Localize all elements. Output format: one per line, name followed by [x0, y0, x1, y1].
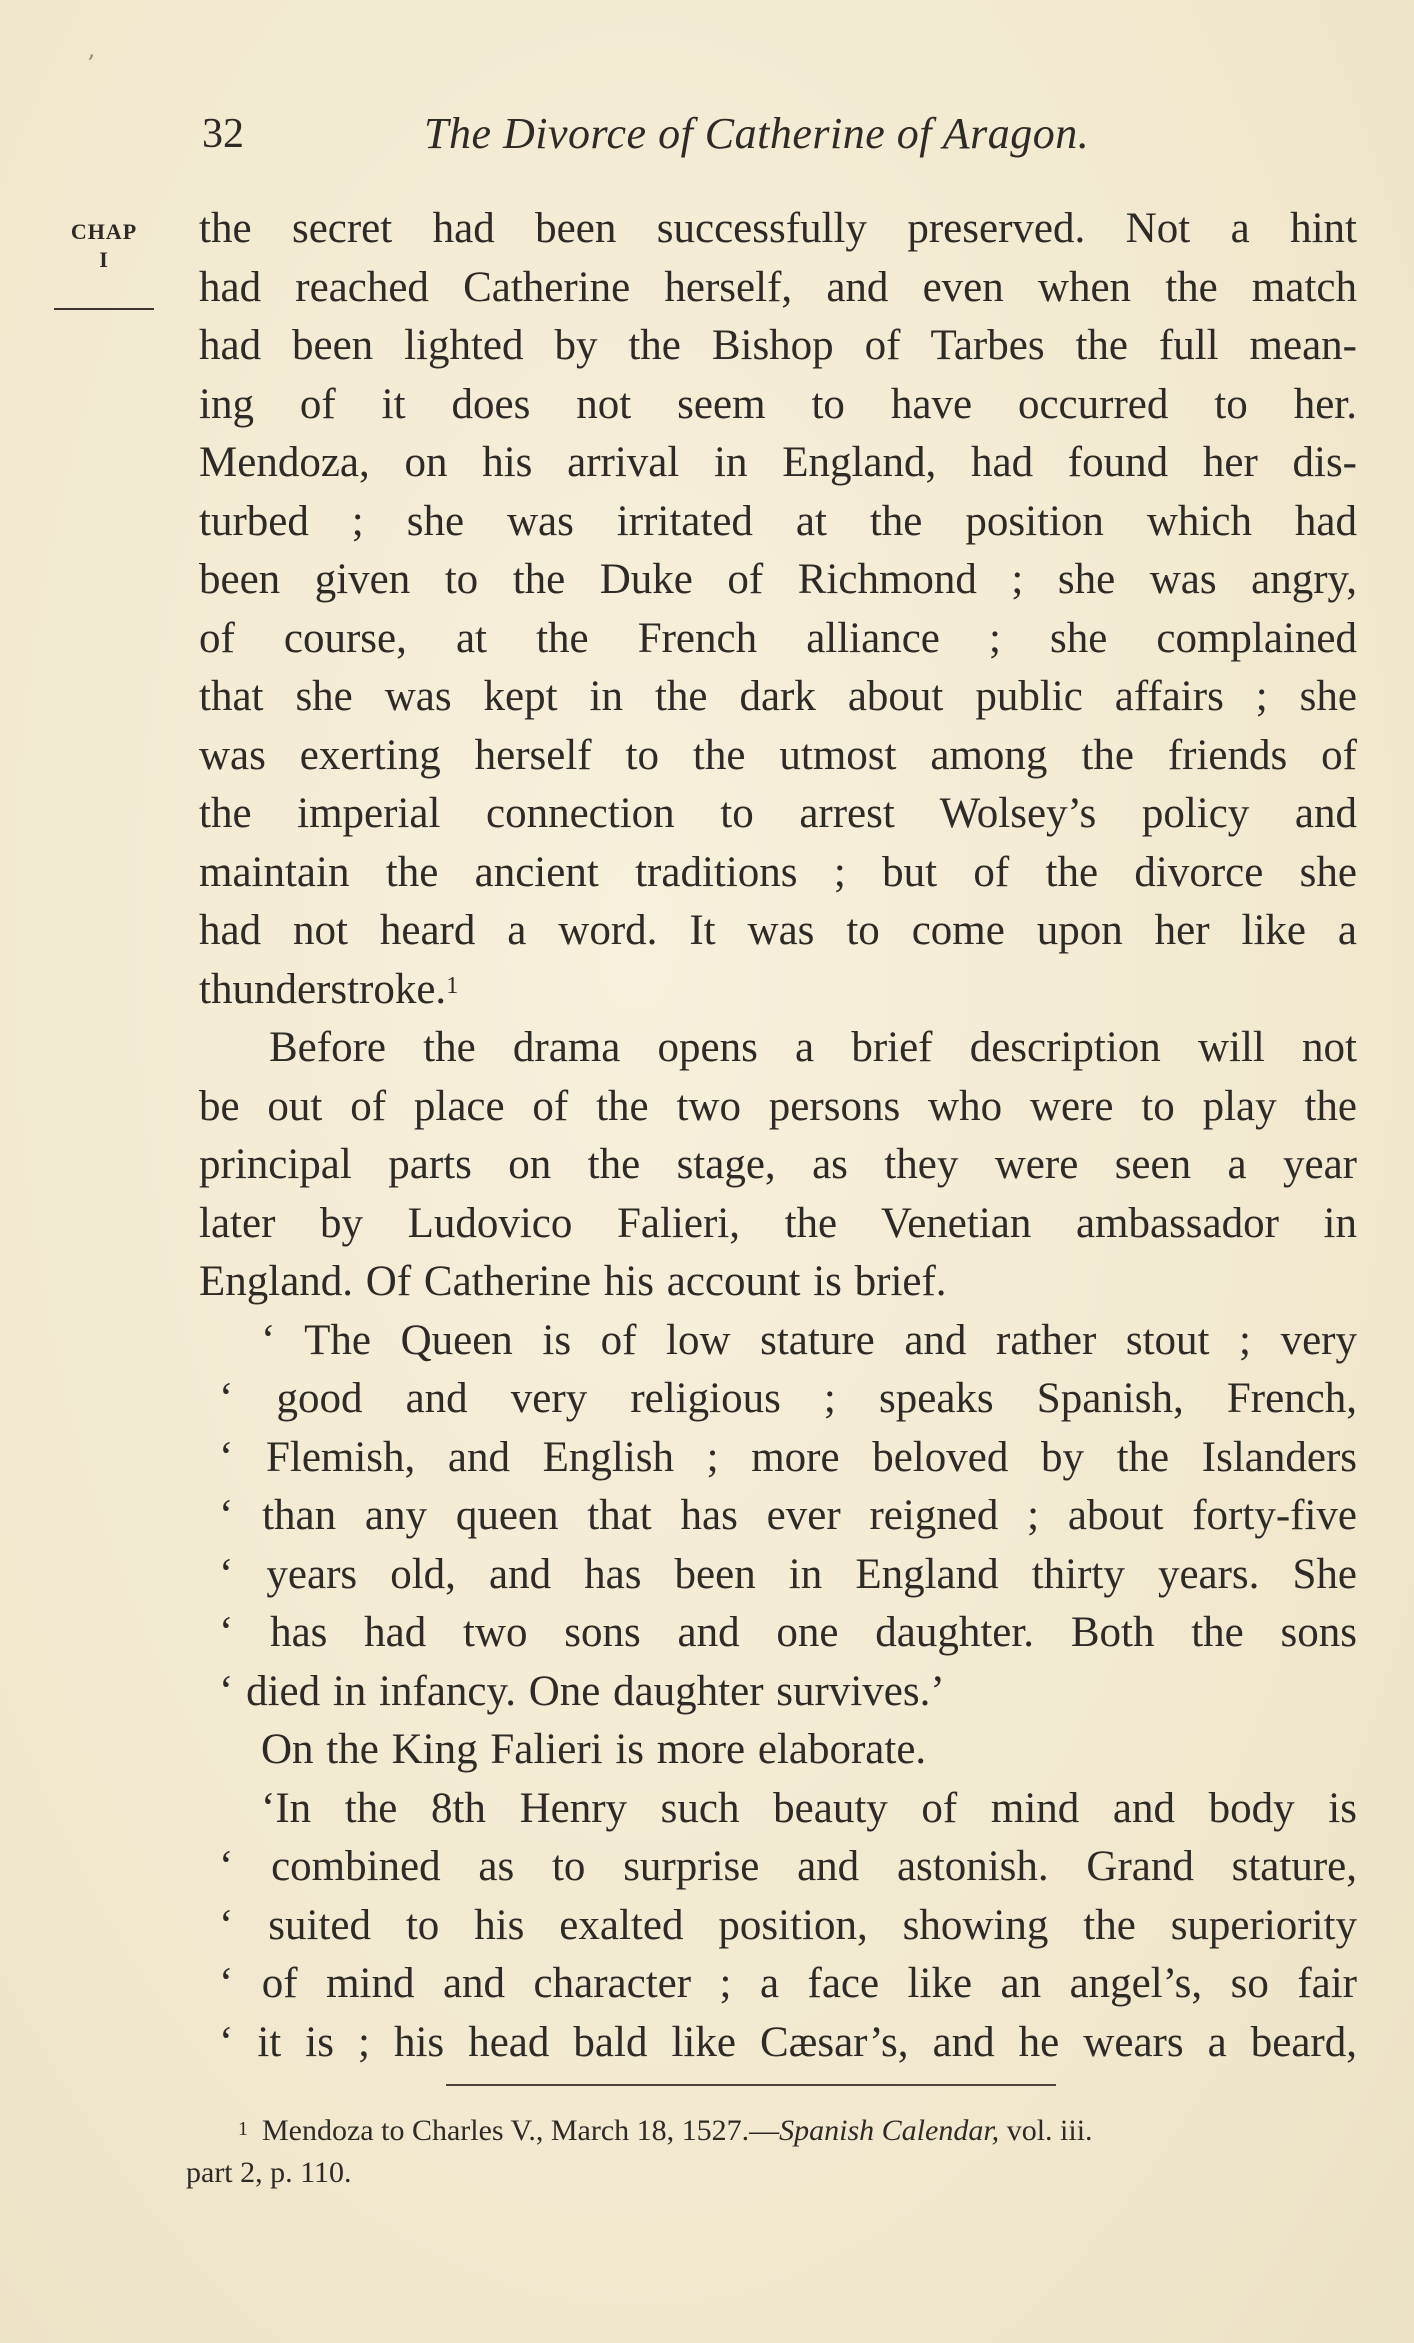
text-line: had been lighted by the Bishop of Tarbes the full mean- [199, 322, 1357, 369]
text-line: of course, at the French alliance ; she complained [199, 614, 1357, 662]
text-line: Before the drama opens a brief description will not [269, 1024, 1357, 1071]
quote-line: ‘ of mind and character ; a face like an angel’s, so fair [219, 1960, 1357, 2007]
text-line: the secret had been successfully preserved. Not a hint [199, 205, 1357, 252]
chapter-number: I [99, 247, 109, 272]
quote-line: ‘ suited to his exalted position, showing the superiority [219, 1901, 1357, 1949]
footnote-reference: 1 [446, 972, 459, 999]
chapter-margin-note [54, 218, 154, 310]
margin-rule [54, 308, 154, 310]
page-mark: , [88, 38, 95, 63]
text-line: Mendoza, on his arrival in England, had found her dis- [199, 439, 1357, 486]
text-line: turbed ; she was irritated at the position which had [199, 497, 1357, 545]
text-line: principal parts on the stage, as they were seen a year [199, 1141, 1357, 1188]
text-line: be out of place of the two persons who were to play the [199, 1082, 1357, 1130]
text-line: been given to the Duke of Richmond ; she was angry, [199, 556, 1357, 603]
quote-line: ‘ Flemish, and English ; more beloved by the Islanders [219, 1433, 1357, 1481]
footnote-title: Spanish Calendar, [779, 2114, 1000, 2147]
quote-line: ‘ than any queen that has ever reigned ; about forty-five [219, 1492, 1357, 1539]
text-line: On the King Falieri is more elaborate. [261, 1726, 927, 1773]
footnote-line [186, 2110, 1356, 2152]
page-number: 32 [202, 111, 244, 157]
quote-line: ‘ died in infancy. One daughter survives.’ [219, 1667, 945, 1715]
quote-line: ‘ good and very religious ; speaks Spanish, French, [219, 1375, 1357, 1422]
text-line: that she was kept in the dark about public affairs ; she [199, 673, 1357, 720]
body-text [199, 200, 1357, 2072]
text-line: thunderstroke. [199, 965, 447, 1013]
text-line: maintain the ancient traditions ; but of the divorce she [199, 848, 1357, 896]
text-line: had not heard a word. It was to come upon her like a [199, 907, 1357, 954]
running-title: The Divorce of Catherine of Aragon. [424, 109, 1090, 158]
text-line: later by Ludovico Falieri, the Venetian ambassador in [199, 1199, 1357, 1247]
text-line: was exerting herself to the utmost among the friends of [199, 731, 1357, 779]
quote-line: ‘ has had two sons and one daughter. Both the sons [219, 1609, 1357, 1656]
quote-line: ‘ The Queen is of low stature and rather stout ; very [261, 1316, 1357, 1364]
text-line: had reached Catherine herself, and even when the match [199, 263, 1357, 311]
text-line-with-footnote [199, 961, 1357, 1020]
text-line: the imperial connection to arrest Wolsey’s policy and [199, 790, 1357, 837]
footnote-volume: vol. iii. [999, 2114, 1093, 2147]
footnote [186, 2110, 1356, 2194]
quote-line: ‘ combined as to surprise and astonish. Grand stature, [219, 1843, 1357, 1890]
text-line: ing of it does not seem to have occurred to her. [199, 380, 1357, 428]
chapter-label: CHAP [70, 219, 138, 244]
quote-line: ‘ it is ; his head bald like Cæsar’s, and he wears a beard, [219, 2018, 1357, 2066]
quote-line: ‘In the 8th Henry such beauty of mind and body is [261, 1784, 1357, 1832]
page-header [0, 104, 1414, 164]
footnote-text: Mendoza to Charles V., March 18, 1527.— [262, 2114, 780, 2147]
footnote-divider [446, 2084, 1056, 2086]
footnote-line: part 2, p. 110. [186, 2156, 352, 2189]
footnote-number: 1 [238, 2118, 248, 2140]
quote-line: ‘ years old, and has been in England thirty years. She [219, 1550, 1357, 1598]
text-line: England. Of Catherine his account is brief. [199, 1258, 947, 1305]
